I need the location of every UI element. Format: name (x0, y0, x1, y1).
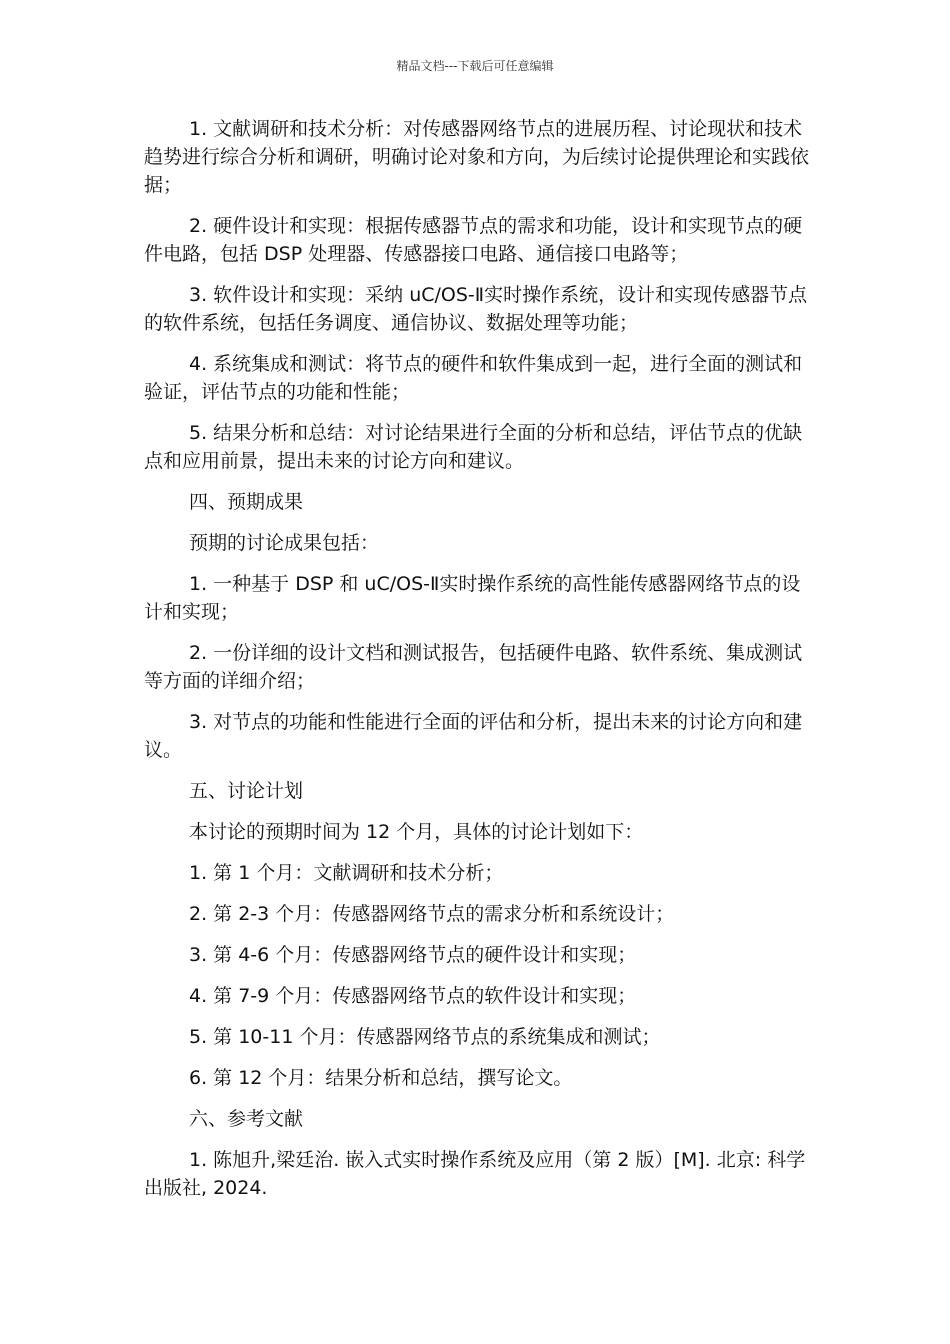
paragraph-plan-2: 2. 第 2-3 个月：传感器网络节点的需求分析和系统设计； (189, 903, 675, 925)
paragraph-method-5: 5. 结果分析和总结：对讨论结果进行全面的分析和总结，评估节点的优缺点和应用前景，提出未来的讨论方向和建议。 (144, 422, 803, 472)
section-heading-plan: 五、讨论计划 (189, 780, 304, 802)
paragraph-method-1: 1. 文献调研和技术分析：对传感器网络节点的进展历程、讨论现状和技术趋势进行综合分析和调研，明确讨论对象和方向，为后续讨论提供理论和实践依据； (144, 118, 810, 196)
paragraph-plan-4: 4. 第 7-9 个月：传感器网络节点的软件设计和实现； (189, 985, 637, 1007)
paragraph-method-3: 3. 软件设计和实现：采纳 uC/OS-Ⅱ实时操作系统，设计和实现传感器节点的软件系统，包括任务调度、通信协议、数据处理等功能； (144, 284, 808, 334)
paragraph-method-2: 2. 硬件设计和实现：根据传感器节点的需求和功能，设计和实现节点的硬件电路，包括 DSP 处理器、传感器接口电路、通信接口电路等； (144, 215, 803, 265)
paragraph-plan-1: 1. 第 1 个月：文献调研和技术分析； (189, 862, 504, 884)
paragraph-result-3: 3. 对节点的功能和性能进行全面的评估和分析，提出未来的讨论方向和建议。 (144, 711, 803, 761)
paragraph-plan-6: 6. 第 12 个月：结果分析和总结，撰写论文。 (189, 1067, 573, 1089)
paragraph-result-1: 1. 一种基于 DSP 和 uC/OS-Ⅱ实时操作系统的高性能传感器网络节点的设计和实现； (144, 573, 801, 623)
reference-item-1: 1. 陈旭升,梁廷治. 嵌入式实时操作系统及应用（第 2 版）[M]. 北京: 科学出版社, 2024. (144, 1149, 806, 1199)
document-body (144, 115, 812, 1215)
paragraph-result-2: 2. 一份详细的设计文档和测试报告，包括硬件电路、软件系统、集成测试等方面的详细介绍； (144, 642, 803, 692)
paragraph-plan-3: 3. 第 4-6 个月：传感器网络节点的硬件设计和实现； (189, 944, 637, 966)
paragraph-method-4: 4. 系统集成和测试：将节点的硬件和软件集成到一起，进行全面的测试和验证，评估节点的功能和性能； (144, 353, 803, 403)
paragraph-results-intro: 预期的讨论成果包括： (189, 532, 380, 554)
page-header: 精品文档---下载后可任意编辑 (396, 59, 554, 73)
paragraph-plan-5: 5. 第 10-11 个月：传感器网络节点的系统集成和测试； (189, 1026, 661, 1048)
section-heading-references: 六、参考文献 (189, 1108, 304, 1130)
section-heading-expected-results: 四、预期成果 (189, 491, 304, 513)
paragraph-plan-intro: 本讨论的预期时间为 12 个月，具体的讨论计划如下： (189, 821, 644, 843)
